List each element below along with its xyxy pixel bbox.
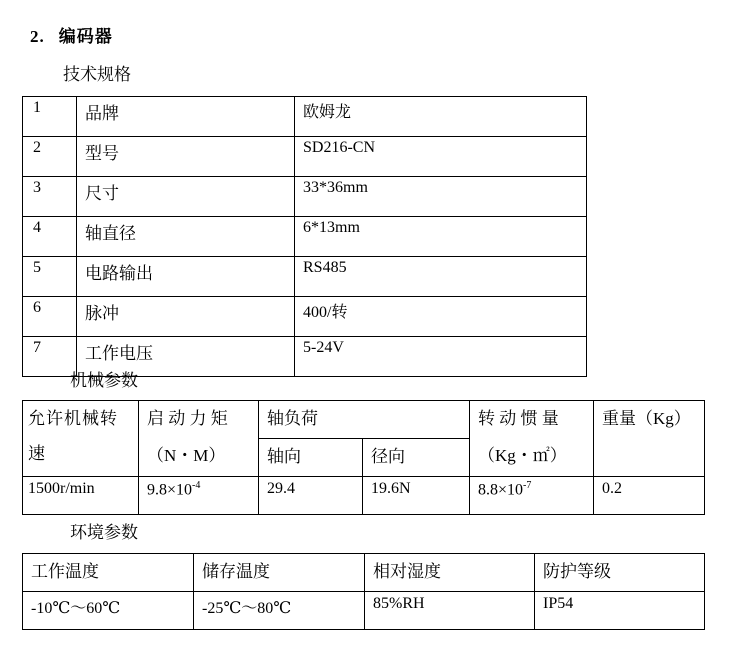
env-header-working-temp: 工作温度 [23,554,194,592]
env-value-working-temp: -10℃～60℃ [23,592,194,630]
spec-row-name: 脉冲 [77,297,295,337]
value-torque [139,477,259,515]
value-torque-exp: -4 [192,480,201,491]
spec-row [23,137,587,177]
section-title: 编码器 [58,27,113,46]
spec-row-number: 5 [23,257,77,297]
env-value-humidity: 85%RH [365,592,535,630]
header-torque-line2: （N・M） [147,446,226,465]
header-radial: 径向 [363,439,470,477]
value-speed: 1500r/min [23,477,139,515]
value-axial: 29.4 [259,477,363,515]
header-weight: 重量（Kg） [594,401,705,477]
spec-row [23,177,587,217]
header-inertia [470,401,594,477]
env-value-storage-temp: -25℃～80℃ [194,592,365,630]
header-torque-line1: 启 动 力 矩 [147,409,228,428]
header-inertia-line1: 转 动 惯 量 [478,409,559,428]
header-torque [139,401,259,477]
section-number: 2. [30,27,45,46]
value-torque-base: 9.8×10 [147,481,193,499]
spec-row [23,217,587,257]
spec-row-number: 4 [23,217,77,257]
value-weight: 0.2 [594,477,705,515]
spec-row-name: 工作电压 [77,337,295,377]
header-speed-line2: 速 [28,444,45,463]
spec-row-value: 400/转 [295,297,587,337]
spec-table-title: 技术规格 [63,65,131,84]
spec-row-value: 5-24V [295,337,587,377]
env-header-protection: 防护等级 [535,554,705,592]
env-table [22,553,705,630]
header-load: 轴负荷 [259,401,470,439]
spec-row-value: SD216-CN [295,137,587,177]
value-inertia-exp: -7 [523,480,532,491]
header-speed-line1: 允许机械转 [28,409,118,428]
header-axial: 轴向 [259,439,363,477]
value-radial: 19.6N [363,477,470,515]
spec-row [23,257,587,297]
spec-row-number: 3 [23,177,77,217]
spec-row-number: 7 [23,337,77,377]
section-heading [30,22,113,47]
spec-row-name: 品牌 [77,97,295,137]
value-inertia [470,477,594,515]
env-header-storage-temp: 储存温度 [194,554,365,592]
env-header-humidity: 相对湿度 [365,554,535,592]
header-speed [23,401,139,477]
spec-table [22,96,587,377]
spec-row-value: RS485 [295,257,587,297]
env-table-title: 环境参数 [70,523,138,542]
spec-row-name: 轴直径 [77,217,295,257]
spec-row-value: 6*13mm [295,217,587,257]
env-value-protection: IP54 [535,592,705,630]
value-inertia-base: 8.8×10 [478,481,524,499]
spec-row-number: 2 [23,137,77,177]
spec-row-name: 电路输出 [77,257,295,297]
mech-table [22,400,705,515]
spec-row-value: 欧姆龙 [295,97,587,137]
spec-row-number: 1 [23,97,77,137]
spec-row-name: 尺寸 [77,177,295,217]
spec-row-name: 型号 [77,137,295,177]
spec-row [23,297,587,337]
mech-table-title: 机械参数 [70,371,138,390]
spec-row-value: 33*36mm [295,177,587,217]
spec-row-number: 6 [23,297,77,337]
spec-row [23,97,587,137]
header-inertia-line2: （Kg・㎡） [478,446,567,465]
